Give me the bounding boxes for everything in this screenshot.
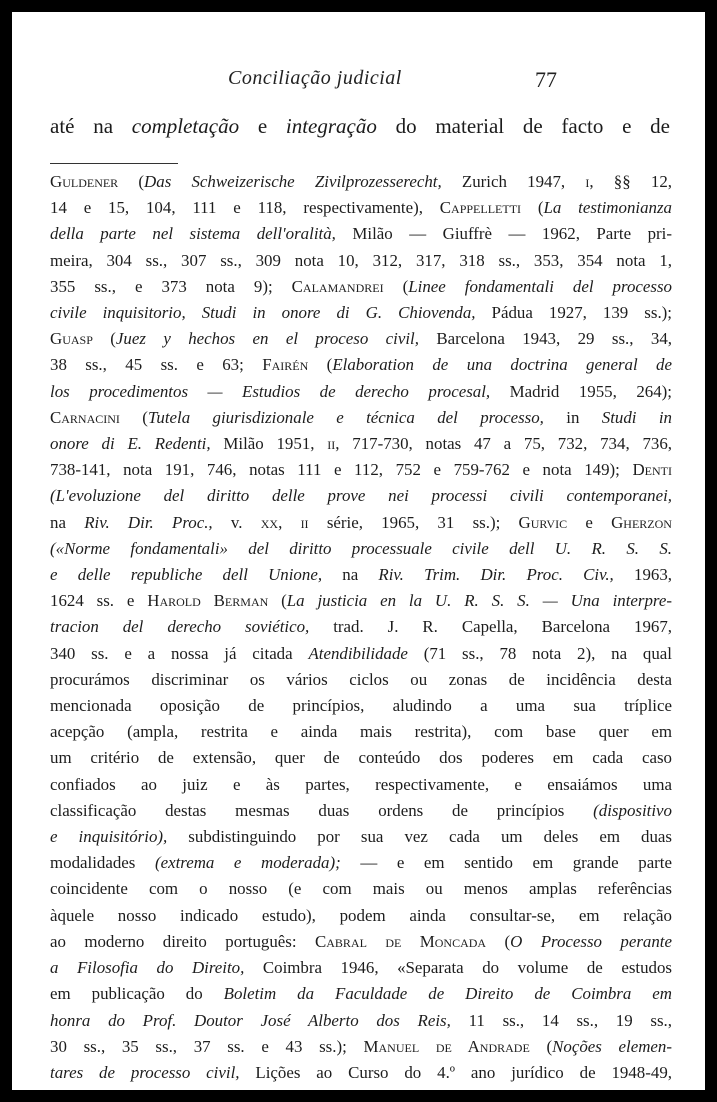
work-title: civile inquisitorio, Studi in onore di G. Chiovenda, xyxy=(50,303,476,323)
footnote-text: ( xyxy=(486,931,511,951)
footnote-text: confiados ao juiz e às partes, respectivamente, e ensaiámos uma xyxy=(50,774,672,794)
footnote-text: — e em sentido em grande parte xyxy=(340,853,672,873)
footnote-line xyxy=(50,169,672,195)
footnote-text: Barcelona 1943, 29 ss., 34, xyxy=(418,329,672,349)
body-segment: do material de facto e de xyxy=(376,114,671,138)
footnote-text: 1624 ss. e xyxy=(50,591,148,611)
footnote-line xyxy=(50,772,672,798)
footnote-line xyxy=(50,614,672,640)
work-title: Tutela giurisdizionale e técnica del processo, xyxy=(147,407,544,427)
work-title: (dispositivo xyxy=(593,800,672,820)
running-title: Conciliação judicial xyxy=(228,67,402,89)
work-title: Juez y hechos en el proceso civil, xyxy=(115,329,419,349)
footnote-text: 1963, xyxy=(613,565,672,585)
footnote-text: ( xyxy=(119,407,148,427)
footnote-text: Milão — Giuffrè — 1962, Parte pri- xyxy=(335,224,673,244)
work-title: («Norme fondamentali» del diritto processuale civile dell U. R. S. S. xyxy=(50,538,672,558)
author-name: Cabral de Moncada xyxy=(314,931,487,951)
footnote-text: modalidades xyxy=(50,853,155,873)
work-title: Linee fondamentali del processo xyxy=(408,276,672,296)
footnote-text: Madrid 1955, 264); xyxy=(490,381,672,401)
footnote xyxy=(50,169,672,1086)
footnote-text: ( xyxy=(383,276,409,296)
author-name: Guldener xyxy=(50,172,119,191)
footnote-line xyxy=(50,510,672,536)
work-title: tracion del derecho soviético, xyxy=(50,617,310,637)
footnote-line xyxy=(50,903,672,929)
footnote-text: ( xyxy=(521,198,544,218)
page-number: 77 xyxy=(535,67,557,92)
footnote-text: na xyxy=(322,565,379,585)
author-name: Manuel de Andrade xyxy=(363,1036,530,1056)
footnote-text: acepção (ampla, restrita e ainda mais restrita), com base quer em xyxy=(50,722,672,742)
work-title: La justicia en la U. R. S. S. — Una interpre- xyxy=(286,591,672,611)
footnote-text: Pádua 1927, 139 ss.); xyxy=(475,303,672,323)
author-name: Carnacini xyxy=(50,407,120,427)
footnote-text: 14 e 15, 104, 111 e 118, respectivamente), xyxy=(50,198,440,218)
footnote-text: v. xyxy=(212,512,261,532)
work-title: Boletim da Faculdade de Direito de Coimbra em xyxy=(223,984,672,1004)
footnote-line xyxy=(50,981,672,1007)
footnote-line xyxy=(50,379,672,405)
author-name: Calamandrei xyxy=(291,276,384,296)
footnote-text: ( xyxy=(268,591,287,611)
footnote-text: in xyxy=(543,407,602,427)
footnote-text: na xyxy=(50,512,85,532)
footnote-text: trad. J. R. Capella, Barcelona 1967, xyxy=(309,617,672,637)
footnote-text: subdistinguindo por sua vez cada um deles em duas xyxy=(167,827,673,847)
footnote-text: ( xyxy=(92,329,116,349)
work-title: tares de processo civil, xyxy=(50,1062,240,1082)
footnote-line xyxy=(50,876,672,902)
footnote-text: Milão 1951, xyxy=(210,434,328,454)
footnote-line xyxy=(50,431,672,457)
book-page xyxy=(12,12,705,1090)
footnote-text: , §§ 12, xyxy=(589,172,672,191)
footnote-text: Lições ao Curso do 4.º ano jurídico de 1948-49, xyxy=(239,1062,672,1082)
work-title: O Processo perante xyxy=(510,931,672,951)
author-name: ii xyxy=(300,512,309,532)
work-title: (L'evoluzione del diritto delle prove nei processi civili contemporanei, xyxy=(50,486,672,506)
footnote-text: Coimbra 1946, «Separata do volume de estudos xyxy=(244,958,672,978)
footnote-text: mencionada oposição de princípios, aludindo a uma sua tríplice xyxy=(50,696,672,716)
footnote-text: ( xyxy=(308,355,333,375)
body-segment-italic: integração xyxy=(285,114,377,138)
author-name: Guasp xyxy=(50,329,93,349)
footnote-text: 340 ss. e a nossa já citada xyxy=(50,643,309,663)
footnote-text: meira, 304 ss., 307 ss., 309 nota 10, 312, 317, 318 ss., 353, 354 nota 1, xyxy=(50,250,672,270)
footnote-separator xyxy=(50,163,178,164)
footnote-text: e xyxy=(567,512,612,532)
body-segment: e xyxy=(239,114,286,138)
footnote-text: 11 ss., 14 ss., 19 ss., xyxy=(450,1010,673,1030)
work-title: a Filosofia do Direito, xyxy=(50,958,245,978)
footnote-text: , 717-730, notas 47 a 75, 732, 734, 736, xyxy=(335,434,673,454)
work-title: e delle republiche dell Unione, xyxy=(50,565,323,585)
page-header xyxy=(12,67,705,97)
footnote-text: 30 ss., 35 ss., 37 ss. e 43 ss.); xyxy=(50,1036,364,1056)
body-segment: até na xyxy=(50,114,132,138)
footnote-line xyxy=(50,955,672,981)
author-name: Fairén xyxy=(262,355,309,375)
footnote-line xyxy=(50,641,672,667)
footnote-text: série, 1965, 31 ss.); xyxy=(308,512,519,532)
footnote-line xyxy=(50,274,672,300)
author-name: i xyxy=(585,172,590,191)
footnote-line xyxy=(50,483,672,509)
footnote-line xyxy=(50,1008,672,1034)
footnote-text: coincidente com o nosso (e com mais ou menos amplas referências xyxy=(50,879,672,899)
work-title: (extrema e moderada); xyxy=(154,853,341,873)
footnote-text: ( xyxy=(118,172,145,191)
footnote-line xyxy=(50,850,672,876)
work-title: Das Schweizerische Zivilprozesserecht, xyxy=(144,172,442,191)
work-title: los procedimentos — Estudios de derecho procesal, xyxy=(50,381,491,401)
footnote-line xyxy=(50,745,672,771)
work-title: Riv. Dir. Proc., xyxy=(84,512,213,532)
footnote-text: 738-141, nota 191, 746, notas 111 e 112, 752 e 759-762 e nota 149); xyxy=(50,460,633,480)
footnote-text: (71 ss., 78 nota 2), na qual xyxy=(407,643,672,663)
footnote-line xyxy=(50,562,672,588)
footnote-text: classificação destas mesmas duas ordens de princípios xyxy=(50,800,594,820)
footnote-text: Zurich 1947, xyxy=(441,172,586,191)
footnote-line xyxy=(50,1060,672,1086)
work-title: della parte nel sistema dell'oralità, xyxy=(50,224,336,244)
footnote-line xyxy=(50,1034,672,1060)
footnote-line xyxy=(50,798,672,824)
author-name: Harold Berman xyxy=(147,591,269,611)
author-name: Cappelletti xyxy=(439,198,522,218)
footnote-text: 355 ss., e 373 nota 9); xyxy=(50,276,292,296)
footnote-line xyxy=(50,352,672,378)
footnote-line xyxy=(50,457,672,483)
footnote-text: em publicação do xyxy=(50,984,224,1004)
footnote-line xyxy=(50,405,672,431)
author-name: Denti xyxy=(632,460,672,480)
footnote-text: àquele nosso indicado estudo), podem ainda consultar-se, em relação xyxy=(50,905,672,925)
footnote-line xyxy=(50,326,672,352)
work-title: honra do Prof. Doutor José Alberto dos Reis, xyxy=(50,1010,451,1030)
work-title: e inquisitório), xyxy=(50,827,168,847)
body-text-line xyxy=(50,114,670,139)
work-title: Studi in xyxy=(601,407,672,427)
footnote-line xyxy=(50,536,672,562)
author-name: Gherzon xyxy=(611,512,672,532)
work-title: onore di E. Redenti, xyxy=(50,434,211,454)
footnote-line xyxy=(50,719,672,745)
footnote-text: procurámos discriminar os vários ciclos ou zonas de incidência desta xyxy=(50,669,672,689)
work-title: Elaboration de una doctrina general de xyxy=(332,355,672,375)
footnote-text: ao moderno direito português: xyxy=(50,931,315,951)
footnote-line xyxy=(50,693,672,719)
footnote-line xyxy=(50,248,672,274)
author-name: xx xyxy=(260,512,279,532)
footnote-line xyxy=(50,221,672,247)
footnote-text: ( xyxy=(529,1036,553,1056)
author-name: Gurvic xyxy=(518,512,568,532)
footnote-text: um critério de extensão, quer de conteúdo dos poderes em cada caso xyxy=(50,748,672,768)
footnote-line xyxy=(50,824,672,850)
work-title: Noções elemen- xyxy=(552,1036,672,1056)
footnote-line xyxy=(50,667,672,693)
work-title: Riv. Trim. Dir. Proc. Civ., xyxy=(378,565,614,585)
footnote-text: 38 ss., 45 ss. e 63; xyxy=(50,355,263,375)
footnote-text: , xyxy=(278,512,301,532)
author-name: ii xyxy=(327,434,336,454)
footnote-line xyxy=(50,300,672,326)
work-title: Atendibilidade xyxy=(308,643,408,663)
body-segment-italic: completação xyxy=(131,114,240,138)
work-title: La testimonianza xyxy=(543,198,672,218)
footnote-line xyxy=(50,195,672,221)
footnote-line xyxy=(50,929,672,955)
footnote-line xyxy=(50,588,672,614)
